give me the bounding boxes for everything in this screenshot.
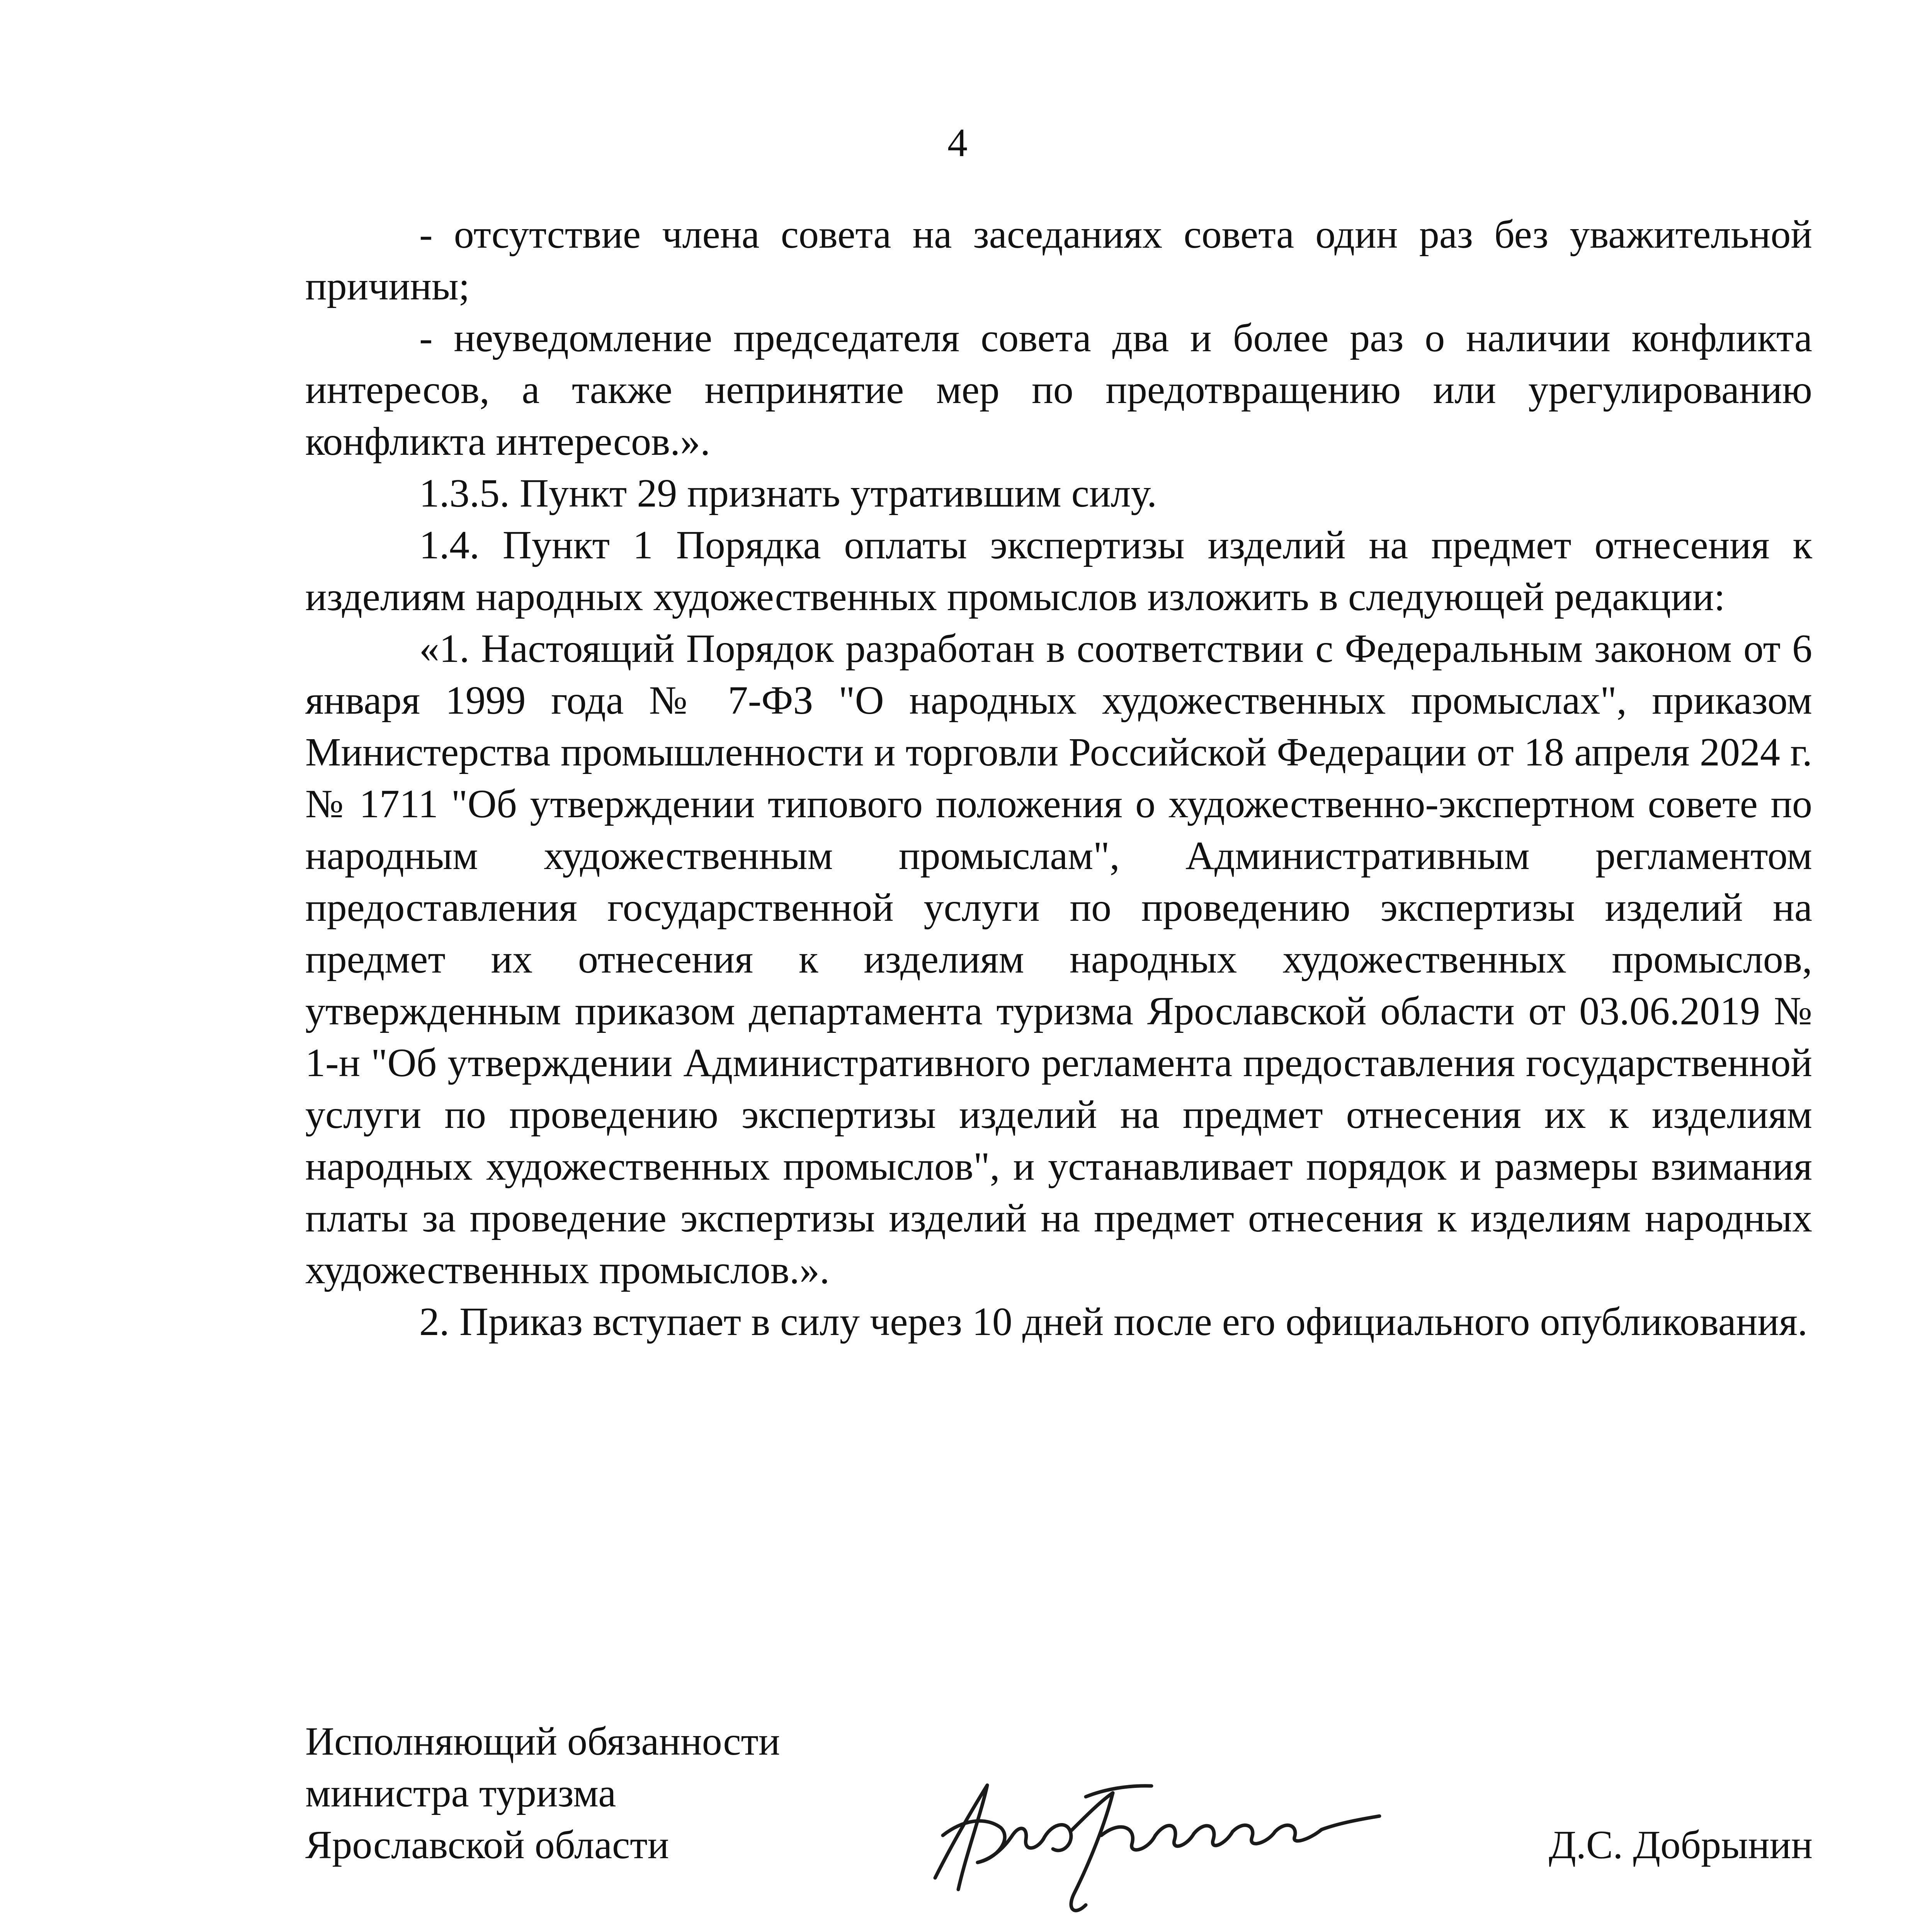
- paragraph-new-wording: «1. Настоящий Порядок разработан в соответствии с Федеральным законом от 6 января 1999 года № 7-ФЗ "О народных художественных промыслах", приказом Министерства промышленности и торговли Российской Федерации от 18 апреля 2024 г. № 1711 "Об утверждении типового положения о художественно-экспертном совете по народным художественным промыслам", Административным регламентом предоставления государственной услуги по проведению экспертизы изделий на предмет их отнесения к изделиям народных художественных промыслов, утвержденным приказом департамента туризма Ярославской области от 03.06.2019 № 1-н "Об утверждении Административного регламента предоставления государственной услуги по проведению экспертизы изделий на предмет отнесения их к изделиям народных художественных промыслов", и устанавливает порядок и размеры взимания платы за проведение экспертизы изделий на предмет отнесения к изделиям народных художественных промыслов.».: [305, 626, 1812, 1292]
- signatory-title-line-1: Исполняющий обязанности: [305, 1719, 780, 1764]
- paragraph-1-4: 1.4. Пункт 1 Порядка оплаты экспертизы изделий на предмет отнесения к изделиям народных художественных промыслов изложить в следующей редакции:: [305, 523, 1812, 619]
- signatory-name: Д.С. Добрынин: [1548, 1823, 1813, 1867]
- signature-position: [305, 1716, 780, 1871]
- handwritten-signature: [920, 1762, 1403, 1932]
- paragraph-absence-clause: - отсутствие члена совета на заседаниях совета один раз без уважительной причины;: [305, 212, 1812, 308]
- document-body: [305, 209, 1812, 1348]
- paragraph-conflict-clause: - неуведомление председателя совета два и более раз о наличии конфликта интересов, а также непринятие мер по предотвращению или урегулированию конфликта интересов.».: [305, 316, 1812, 464]
- signatory-title-line-2: министра туризма: [305, 1771, 616, 1815]
- signatory-title-line-3: Ярославской области: [305, 1823, 669, 1867]
- paragraph-1-3-5: 1.3.5. Пункт 29 признать утратившим силу.: [419, 471, 1157, 515]
- paragraph-effective-date: 2. Приказ вступает в силу через 10 дней после его официального опубликования.: [419, 1299, 1808, 1344]
- page-number: 4: [947, 121, 968, 165]
